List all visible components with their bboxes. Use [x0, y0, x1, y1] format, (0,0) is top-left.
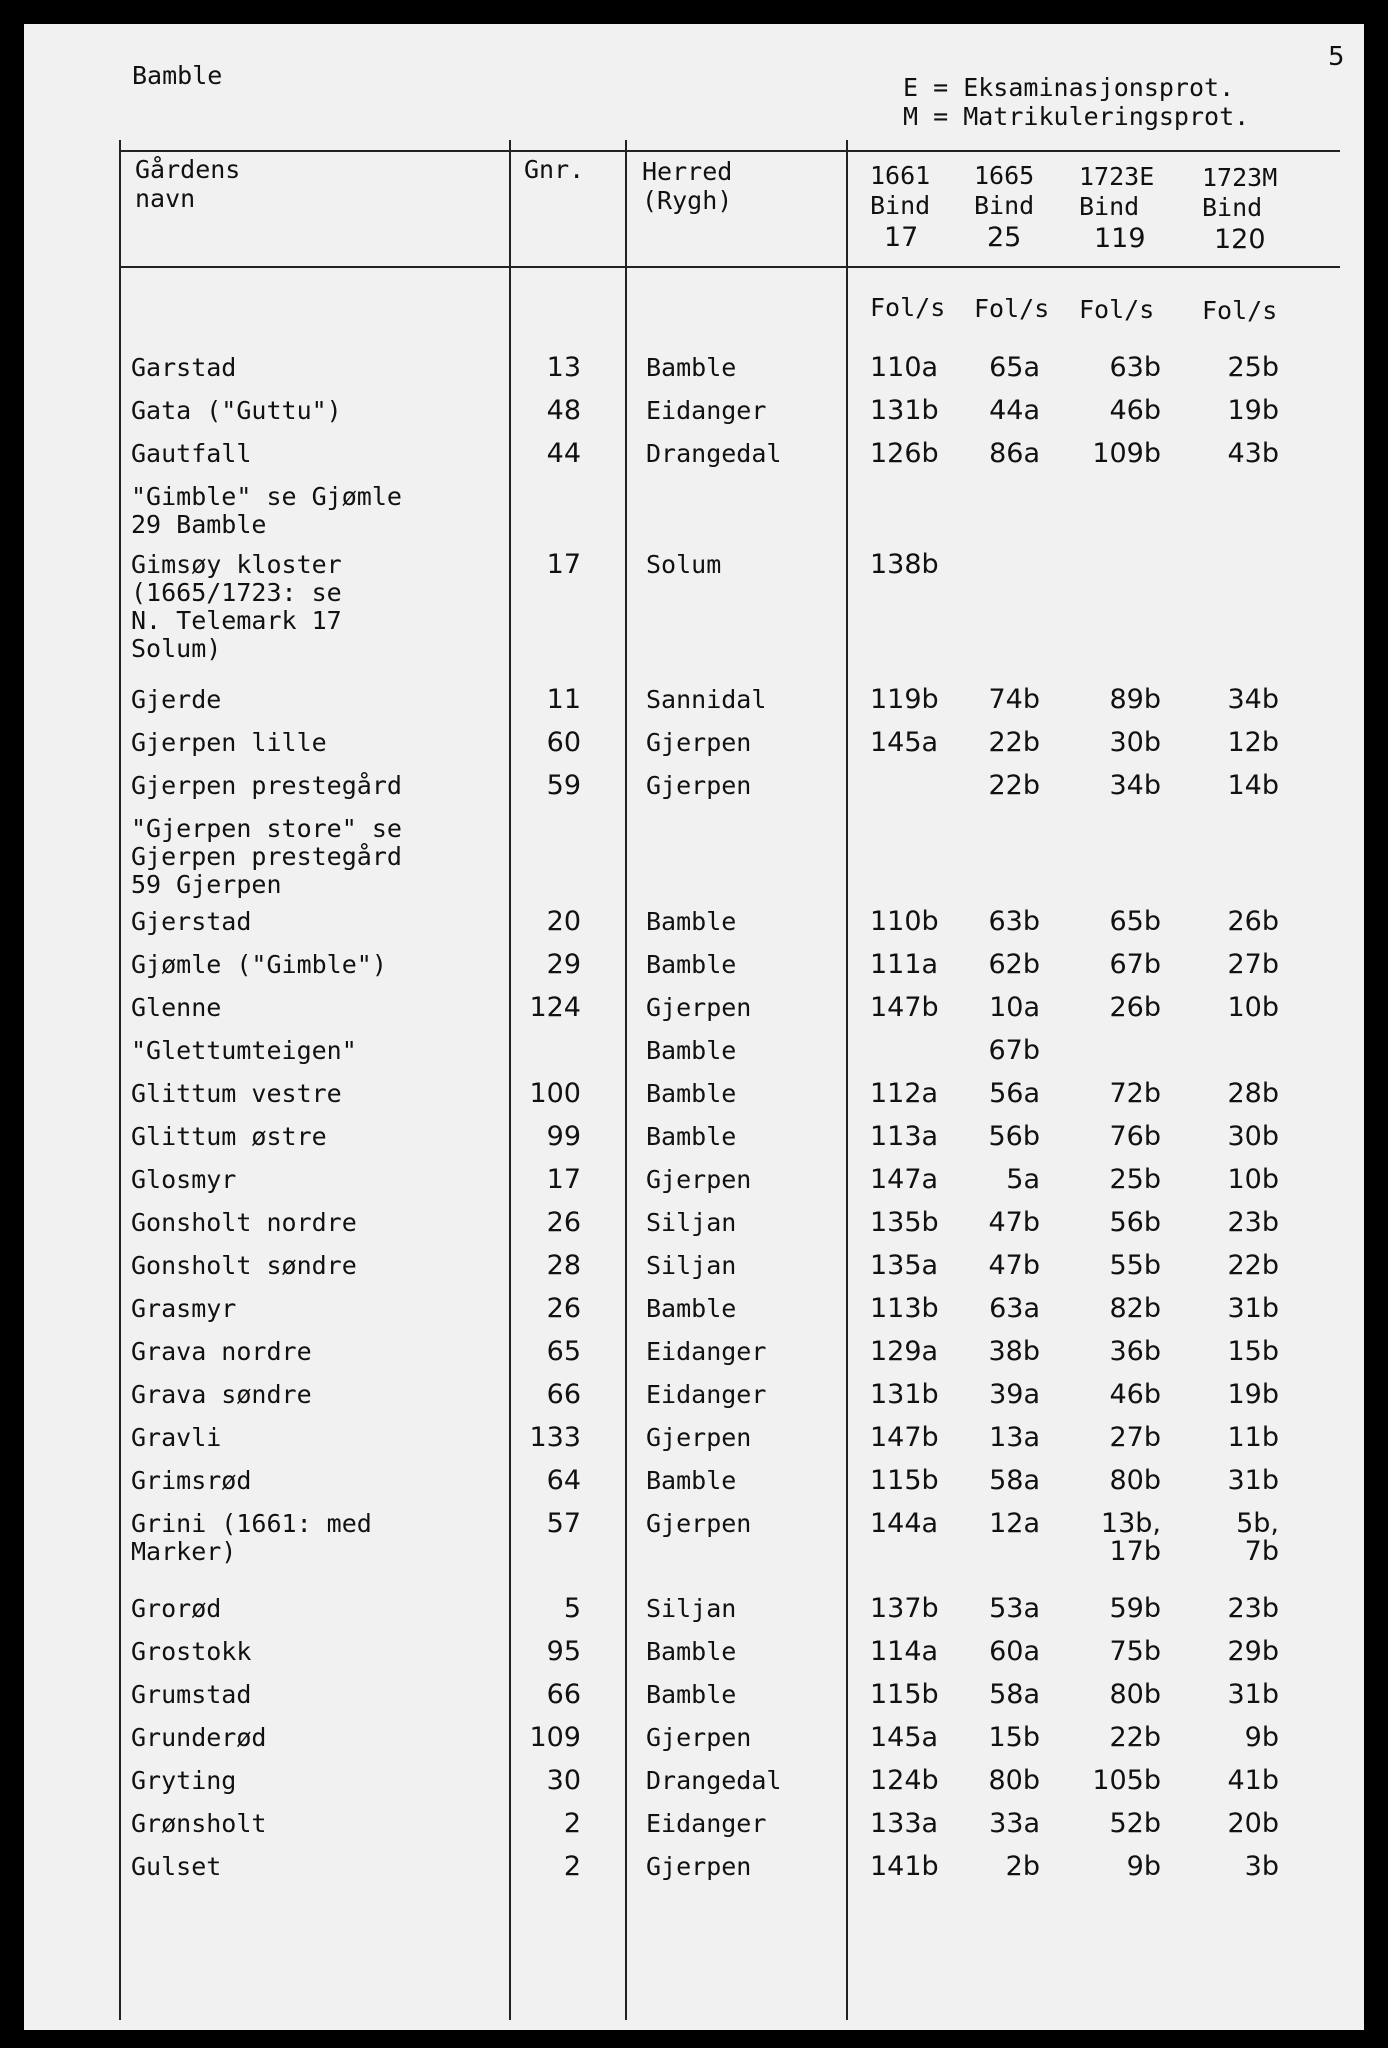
cell-c1723e: 80b [1109, 1465, 1161, 1496]
cell-herred: Solum [646, 550, 722, 579]
cell-c1661: 129a [870, 1336, 939, 1367]
cell-c1665: 33a [989, 1808, 1040, 1839]
cell-gnr: 66 [546, 1679, 581, 1710]
cell-c1661: 145a [870, 1722, 939, 1753]
cell-c1723m: 23b [1227, 1593, 1279, 1624]
cell-c1723e: 36b [1109, 1336, 1161, 1367]
cell-c1723m: 30b [1227, 1121, 1279, 1152]
cell-c1723e: 52b [1109, 1808, 1161, 1839]
cell-c1665: 86a [989, 438, 1040, 469]
col-header-gnr: Gnr. [524, 155, 585, 184]
cell-c1723m: 31b [1227, 1465, 1279, 1496]
cell-name: Garstad [131, 353, 237, 382]
cell-name: N. Telemark 17 [131, 606, 342, 635]
cell-herred: Eidanger [646, 396, 767, 425]
cell-c1723e: 105b [1092, 1765, 1161, 1796]
cell-c1661: 135a [870, 1250, 939, 1281]
cell-c1723m: 29b [1227, 1636, 1279, 1667]
legend-m: M = Matrikuleringsprot. [903, 102, 1250, 131]
col-header-name-2: navn [135, 184, 196, 213]
cell-name: Gjerstad [131, 907, 252, 936]
cell-c1723e: 46b [1109, 395, 1161, 426]
cell-c1661: 147a [870, 1164, 939, 1195]
cell-herred: Bamble [646, 907, 737, 936]
col-header-herred-2: (Rygh) [642, 186, 733, 215]
cell-c1665: 58a [989, 1679, 1040, 1710]
col-rule-bind [846, 140, 848, 2020]
cell-c1661: 145a [870, 727, 939, 758]
cell-c1661: 119b [870, 684, 939, 715]
col-header-1723m-bind: Bind [1202, 193, 1263, 222]
cell-name: Grasmyr [131, 1294, 237, 1323]
cell-gnr: 28 [546, 1250, 581, 1281]
cell-c1723e: 67b [1109, 949, 1161, 980]
cell-gnr: 13 [546, 352, 581, 383]
cell-name: Gata ("Guttu") [131, 396, 342, 425]
legend-e: E = Eksaminasjonsprot. [903, 73, 1235, 102]
cell-gnr: 66 [546, 1379, 581, 1410]
cell-name: 29 Bamble [131, 510, 267, 539]
cell-gnr: 65 [546, 1336, 581, 1367]
cell-name: Gautfall [131, 439, 252, 468]
cell-c1723m: 19b [1227, 395, 1279, 426]
cell-c1665: 5a [1006, 1164, 1040, 1195]
cell-c1723m: 15b [1227, 1336, 1279, 1367]
cell-name: Grumstad [131, 1680, 252, 1709]
col-header-1723m-year: 1723M [1202, 163, 1278, 192]
cell-herred: Gjerpen [646, 1723, 752, 1752]
cell-c1665: 22b [988, 727, 1040, 758]
cell-gnr: 59 [546, 770, 581, 801]
cell-gnr: 17 [546, 1164, 581, 1195]
cell-gnr: 17 [546, 549, 581, 580]
cell-c1665: 39a [989, 1379, 1040, 1410]
cell-c1723e: 72b [1109, 1078, 1161, 1109]
cell-name: Gimsøy kloster [131, 550, 342, 579]
cell-name: Gjerpen prestegård [131, 771, 402, 800]
cell-c1723e: 55b [1109, 1250, 1161, 1281]
cell-c1723m: 25b [1227, 352, 1279, 383]
cell-herred: Gjerpen [646, 1165, 752, 1194]
cell-name: Gonsholt søndre [131, 1251, 357, 1280]
cell-c1665: 60a [989, 1636, 1040, 1667]
cell-name: 59 Gjerpen [131, 870, 282, 899]
cell-c1665: 65a [989, 352, 1040, 383]
cell-name: (1665/1723: se [131, 578, 342, 607]
cell-c1661: 144a [870, 1508, 939, 1539]
cell-herred: Bamble [646, 353, 737, 382]
cell-name: "Gimble" se Gjømle [131, 482, 402, 511]
cell-herred: Bamble [646, 1680, 737, 1709]
cell-c1723e: 59b [1109, 1593, 1161, 1624]
cell-herred: Bamble [646, 950, 737, 979]
cell-c1661: 113b [870, 1293, 939, 1324]
cell-c1723m: 14b [1227, 770, 1279, 801]
cell-herred: Bamble [646, 1637, 737, 1666]
cell-c1665: 44a [989, 395, 1040, 426]
col-header-1665-vol: 25 [987, 222, 1022, 253]
cell-c1665: 56a [989, 1078, 1040, 1109]
document-page [24, 24, 1364, 2030]
cell-gnr: 26 [546, 1207, 581, 1238]
cell-gnr: 5 [563, 1593, 581, 1624]
cell-c1723m: 26b [1227, 906, 1279, 937]
cell-c1723m: 31b [1227, 1293, 1279, 1324]
cell-c1723e: 30b [1109, 727, 1161, 758]
cell-name: Gulset [131, 1852, 222, 1881]
cell-herred: Sannidal [646, 685, 767, 714]
cell-c1723e: 76b [1109, 1121, 1161, 1152]
cell-c1665: 38b [988, 1336, 1040, 1367]
cell-name: Grostokk [131, 1637, 252, 1666]
cell-name: Gjømle ("Gimble") [131, 950, 387, 979]
cell-name: Grønsholt [131, 1809, 267, 1838]
cell-c1723e: 22b [1109, 1722, 1161, 1753]
cell-c1661: 111a [870, 949, 939, 980]
cell-c1665: 67b [988, 1035, 1040, 1066]
cell-name: Gryting [131, 1766, 237, 1795]
cell-herred: Drangedal [646, 1766, 782, 1795]
cell-name: Glosmyr [131, 1165, 237, 1194]
cell-c1661: 147b [870, 1422, 939, 1453]
cell-name: Glenne [131, 993, 222, 1022]
table-top-rule [120, 150, 1340, 152]
col-header-1661-year: 1661 [870, 161, 931, 190]
cell-gnr: 133 [529, 1422, 581, 1453]
col-header-1723e-vol: 119 [1094, 223, 1146, 254]
cell-gnr: 20 [546, 906, 581, 937]
cell-c1723m: 9b [1244, 1722, 1279, 1753]
cell-c1723e: 9b [1126, 1851, 1161, 1882]
cell-c1723m: 28b [1227, 1078, 1279, 1109]
cell-c1661: 135b [870, 1207, 939, 1238]
cell-c1723e: 34b [1109, 770, 1161, 801]
cell-gnr: 57 [546, 1508, 581, 1539]
cell-name: "Gjerpen store" se [131, 814, 402, 843]
cell-name: Gjerpen lille [131, 728, 327, 757]
cell-c1665: 47b [988, 1250, 1040, 1281]
col-header-1723e-year: 1723E [1079, 162, 1155, 191]
cell-c1723e: 75b [1109, 1636, 1161, 1667]
header-bottom-rule [120, 266, 1340, 268]
cell-c1723e: 13b, [1100, 1508, 1161, 1539]
cell-c1661: 138b [870, 549, 939, 580]
cell-name: Grini (1661: med [131, 1509, 372, 1538]
cell-c1665: 13a [989, 1422, 1040, 1453]
cell-c1665: 74b [988, 684, 1040, 715]
cell-gnr: 26 [546, 1293, 581, 1324]
cell-herred: Bamble [646, 1079, 737, 1108]
cell-c1661: 113a [870, 1121, 939, 1152]
col-header-1661-bind: Bind [870, 191, 931, 220]
col-header-1665-bind: Bind [974, 191, 1035, 220]
cell-c1665: 15b [988, 1722, 1040, 1753]
cell-gnr: 30 [546, 1765, 581, 1796]
cell-name: Glittum østre [131, 1122, 327, 1151]
cell-gnr: 2 [563, 1808, 581, 1839]
cell-herred: Eidanger [646, 1380, 767, 1409]
cell-c1723e: 65b [1109, 906, 1161, 937]
cell-name: Marker) [131, 1537, 237, 1566]
cell-herred: Gjerpen [646, 1852, 752, 1881]
cell-herred: Gjerpen [646, 1423, 752, 1452]
cell-gnr: 29 [546, 949, 581, 980]
cell-name: Grava søndre [131, 1380, 312, 1409]
cell-herred: Bamble [646, 1466, 737, 1495]
cell-c1661: 114a [870, 1636, 939, 1667]
cell-gnr: 124 [529, 992, 581, 1023]
cell-c1665: 63a [989, 1293, 1040, 1324]
cell-c1723m: 12b [1227, 727, 1279, 758]
cell-c1723e: 17b [1109, 1536, 1161, 1567]
cell-name: Grorød [131, 1594, 222, 1623]
cell-c1723e: 109b [1092, 438, 1161, 469]
cell-c1661: 137b [870, 1593, 939, 1624]
cell-c1661: 115b [870, 1679, 939, 1710]
cell-gnr: 64 [546, 1465, 581, 1496]
cell-c1723m: 43b [1227, 438, 1279, 469]
cell-gnr: 2 [563, 1851, 581, 1882]
cell-name: Grimsrød [131, 1466, 252, 1495]
page-number: 5 [1328, 42, 1345, 72]
cell-c1661: 131b [870, 1379, 939, 1410]
cell-c1661: 112a [870, 1078, 939, 1109]
cell-name: Gravli [131, 1423, 222, 1452]
col-header-1661-vol: 17 [884, 222, 919, 253]
cell-c1665: 22b [988, 770, 1040, 801]
fols-1723m: Fol/s [1202, 296, 1278, 325]
cell-c1665: 63b [988, 906, 1040, 937]
col-rule-gnr [509, 140, 511, 2020]
cell-name: Gjerpen prestegård [131, 842, 402, 871]
cell-c1665: 58a [989, 1465, 1040, 1496]
cell-c1665: 10a [989, 992, 1040, 1023]
cell-c1723m: 34b [1227, 684, 1279, 715]
fols-1661: Fol/s [870, 293, 946, 322]
col-rule-herred [625, 140, 627, 2020]
cell-herred: Eidanger [646, 1337, 767, 1366]
cell-c1665: 62b [988, 949, 1040, 980]
cell-herred: Eidanger [646, 1809, 767, 1838]
cell-gnr: 11 [546, 684, 581, 715]
cell-c1665: 2b [1005, 1851, 1040, 1882]
col-header-1723m-vol: 120 [1214, 224, 1266, 255]
cell-c1723e: 26b [1109, 992, 1161, 1023]
cell-c1665: 47b [988, 1207, 1040, 1238]
cell-gnr: 44 [546, 438, 581, 469]
cell-name: Grunderød [131, 1723, 267, 1752]
cell-c1723m: 31b [1227, 1679, 1279, 1710]
cell-c1723m: 20b [1227, 1808, 1279, 1839]
cell-c1723e: 27b [1109, 1422, 1161, 1453]
cell-c1723e: 25b [1109, 1164, 1161, 1195]
cell-gnr: 109 [529, 1722, 581, 1753]
cell-c1723m: 22b [1227, 1250, 1279, 1281]
cell-c1661: 110a [870, 352, 939, 383]
cell-herred: Gjerpen [646, 771, 752, 800]
cell-c1723m: 11b [1227, 1422, 1279, 1453]
cell-c1723e: 46b [1109, 1379, 1161, 1410]
cell-gnr: 99 [546, 1121, 581, 1152]
cell-c1665: 53a [989, 1593, 1040, 1624]
cell-c1661: 110b [870, 906, 939, 937]
cell-c1723e: 89b [1109, 684, 1161, 715]
cell-c1723m: 3b [1244, 1851, 1279, 1882]
cell-c1661: 124b [870, 1765, 939, 1796]
cell-herred: Bamble [646, 1036, 737, 1065]
cell-c1661: 131b [870, 395, 939, 426]
cell-c1723e: 56b [1109, 1207, 1161, 1238]
cell-c1723e: 80b [1109, 1679, 1161, 1710]
col-header-1665-year: 1665 [974, 161, 1035, 190]
cell-c1661: 141b [870, 1851, 939, 1882]
cell-c1665: 80b [988, 1765, 1040, 1796]
cell-herred: Siljan [646, 1208, 737, 1237]
cell-gnr: 48 [546, 395, 581, 426]
cell-name: "Glettumteigen" [131, 1036, 357, 1065]
cell-c1661: 133a [870, 1808, 939, 1839]
cell-c1723e: 63b [1109, 352, 1161, 383]
cell-c1661: 147b [870, 992, 939, 1023]
cell-herred: Siljan [646, 1251, 737, 1280]
fols-1723e: Fol/s [1079, 295, 1155, 324]
cell-name: Solum) [131, 634, 222, 663]
cell-c1665: 12a [989, 1508, 1040, 1539]
cell-gnr: 95 [546, 1636, 581, 1667]
cell-herred: Gjerpen [646, 1509, 752, 1538]
cell-name: Glittum vestre [131, 1079, 342, 1108]
cell-c1661: 126b [870, 438, 939, 469]
cell-herred: Gjerpen [646, 993, 752, 1022]
place-title: Bamble [132, 61, 223, 90]
cell-c1661: 115b [870, 1465, 939, 1496]
cell-c1723m: 19b [1227, 1379, 1279, 1410]
table-left-rule [119, 140, 121, 2020]
cell-c1723m: 27b [1227, 949, 1279, 980]
fols-1665: Fol/s [974, 294, 1050, 323]
cell-herred: Siljan [646, 1594, 737, 1623]
cell-c1665: 56b [988, 1121, 1040, 1152]
cell-gnr: 100 [529, 1078, 581, 1109]
col-header-herred-1: Herred [642, 157, 733, 186]
col-header-name-1: Gårdens [135, 155, 241, 184]
cell-herred: Bamble [646, 1294, 737, 1323]
cell-c1723m: 23b [1227, 1207, 1279, 1238]
cell-herred: Bamble [646, 1122, 737, 1151]
cell-herred: Gjerpen [646, 728, 752, 757]
cell-name: Gonsholt nordre [131, 1208, 357, 1237]
cell-gnr: 60 [546, 727, 581, 758]
cell-c1723m: 10b [1227, 992, 1279, 1023]
cell-herred: Drangedal [646, 439, 782, 468]
cell-name: Grava nordre [131, 1337, 312, 1366]
cell-name: Gjerde [131, 685, 222, 714]
col-header-1723e-bind: Bind [1079, 192, 1140, 221]
cell-c1723m: 10b [1227, 1164, 1279, 1195]
cell-c1723m: 7b [1244, 1536, 1279, 1567]
cell-c1723e: 82b [1109, 1293, 1161, 1324]
cell-c1723m: 5b, [1236, 1508, 1279, 1539]
cell-c1723m: 41b [1227, 1765, 1279, 1796]
